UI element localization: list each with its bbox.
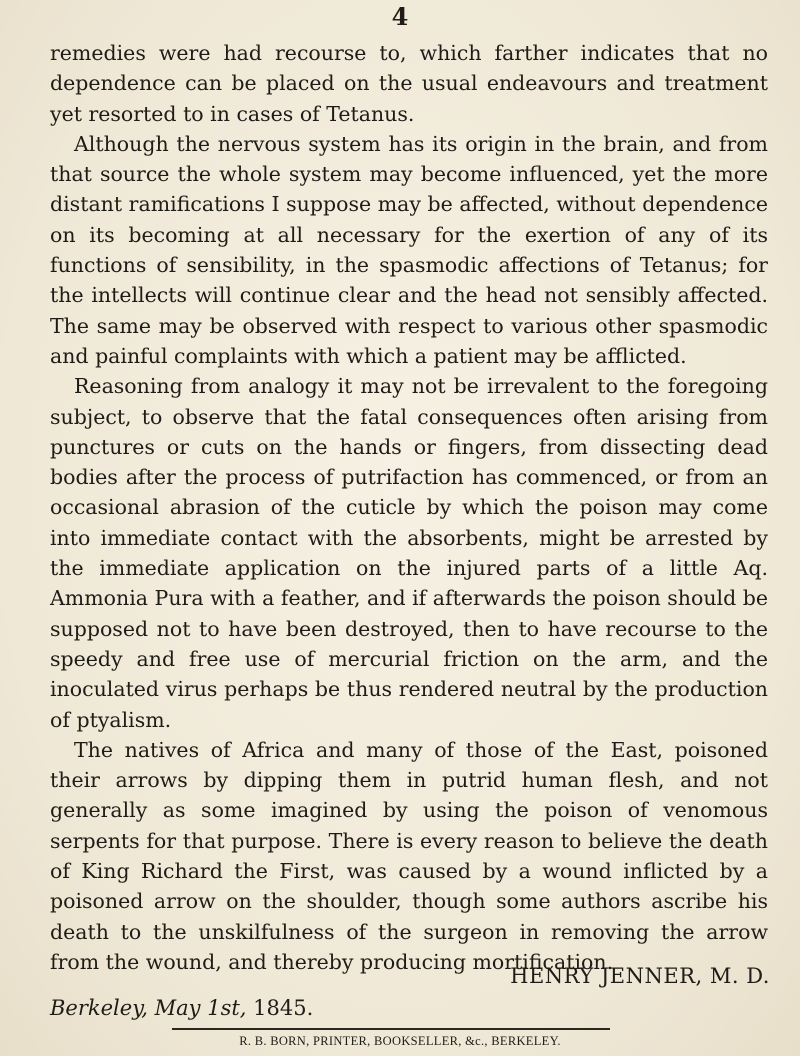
page-number: 4 xyxy=(391,2,409,31)
author-signature: HENRY JENNER, M. D. xyxy=(510,964,770,988)
dateline-date: May 1st, xyxy=(154,996,247,1020)
paragraph-nervous-system: Although the nervous system has its origin in the brain, and from that source the whole system may become influenced, yet the more distant ramifications I suppose may be affected, without dependence on its becoming at all necessary for the exertion of any of its functions of sensibility, in the spasmodic affections of Tetanus; for the intellects will continue clear and the head not sensibly affected. The same may be observed with respect to various other spasmodic and painful complaints with which a patient may be afflicted. xyxy=(50,131,768,368)
dateline-year: 1845. xyxy=(253,996,314,1020)
dateline xyxy=(50,996,313,1020)
divider-rule xyxy=(172,1028,610,1030)
paragraph-analogy: Reasoning from analogy it may not be irrevalent to the foregoing subject, to observe that the fatal consequences often arising from punctures or cuts on the hands or fingers, from dissecting dead bodies after the process of putrifaction has commenced, or from an occasional abrasion of the cuticle by which the poison may come into immediate contact with the absorbents, might be arrested by the immediate application on the injured parts of a little Aq. Ammonia Pura with a feather, and if afterwards the poison should be supposed not to have been destroyed, then to have recourse to the speedy and free use of mercurial friction on the arm, and the inoculated virus perhaps be thus rendered neutral by the production of ptyalism. xyxy=(50,374,768,732)
printer-imprint: R. B. BORN, PRINTER, BOOKSELLER, &c., BERKELEY. xyxy=(239,1034,561,1048)
paragraph-poisoned-arrows: The natives of Africa and many of those of the East, poisoned their arrows by dipping them in putrid human flesh, and not generally as some imagined by using the poison of venomous serpents for that purpose. There is every reason to believe the death of King Richard the First, was caused by a wound inflicted by a poisoned arrow on the shoulder, though some authors ascribe his death to the unskilfulness of the surgeon in removing the arrow from the wound, and thereby producing mortification. xyxy=(50,737,768,974)
paragraph-continuation: remedies were had recourse to, which farther indicates that no dependence can be placed on the usual endeavours and treatment yet resorted to in cases of Tetanus. xyxy=(50,41,768,126)
dateline-place: Berkeley, xyxy=(50,996,148,1020)
body-text xyxy=(50,38,768,977)
